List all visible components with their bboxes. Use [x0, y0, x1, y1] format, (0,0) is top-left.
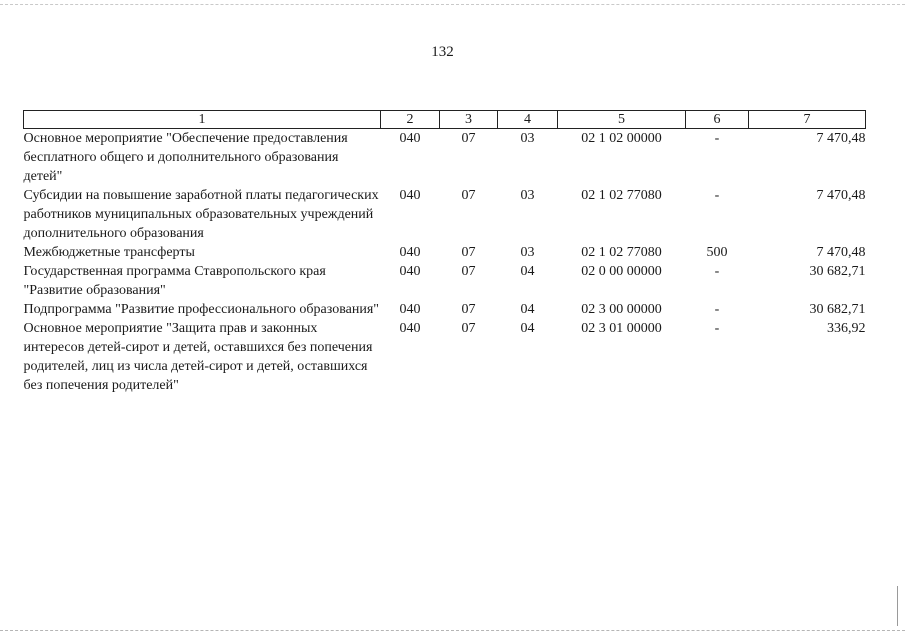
row-amount: 30 682,71 — [809, 264, 866, 279]
row-code-subsection: 04 — [520, 302, 535, 317]
row-code-ministry: 040 — [399, 264, 421, 279]
row-code-subsection: 03 — [520, 245, 535, 260]
row-amount: 30 682,71 — [809, 302, 866, 317]
row-code-ministry: 040 — [399, 131, 421, 146]
row-target-article: 02 1 02 77080 — [581, 188, 662, 203]
header-row — [24, 111, 866, 129]
column-header-7: 7 — [749, 111, 866, 129]
row-name: Подпрограмма "Развитие профессионального образования" — [23, 302, 379, 317]
row-expense-type: - — [714, 264, 720, 279]
row-expense-type: - — [714, 131, 720, 146]
row-amount: 7 470,48 — [816, 245, 866, 260]
row-amount: 336,92 — [827, 321, 866, 336]
row-code-ministry: 040 — [399, 188, 421, 203]
scan-artifact-right-edge — [897, 586, 898, 626]
row-expense-type: 500 — [706, 245, 728, 260]
table-row — [24, 129, 866, 187]
row-name: Основное мероприятие "Защита прав и законных интересов детей-сирот и детей, оставшихся без попечения родителей, лиц из числа детей-сирот и детей, оставшихся без попечения родителей" — [23, 321, 373, 393]
row-expense-type: - — [714, 302, 720, 317]
row-target-article: 02 1 02 00000 — [581, 131, 662, 146]
row-code-ministry: 040 — [399, 245, 421, 260]
row-amount: 7 470,48 — [816, 131, 866, 146]
row-name: Основное мероприятие "Обеспечение предоставления бесплатного общего и дополнительного образования детей" — [23, 131, 348, 184]
row-name: Межбюджетные трансферты — [23, 245, 195, 260]
row-name: Субсидии на повышение заработной платы педагогических работников муниципальных образовательных учреждений дополнительного образования — [23, 188, 379, 241]
row-target-article: 02 0 00 00000 — [581, 264, 662, 279]
budget-table — [23, 110, 866, 395]
row-target-article: 02 3 00 00000 — [581, 302, 662, 317]
column-header-5: 5 — [558, 111, 686, 129]
row-name: Государственная программа Ставропольского края "Развитие образования" — [23, 264, 326, 298]
row-code-ministry: 040 — [399, 321, 421, 336]
scan-artifact-top-edge — [0, 4, 905, 7]
row-code-subsection: 04 — [520, 264, 535, 279]
table-row — [24, 300, 866, 319]
page-number: 132 — [431, 44, 454, 60]
row-amount: 7 470,48 — [816, 188, 866, 203]
row-code-section: 07 — [461, 131, 476, 146]
column-header-4: 4 — [498, 111, 558, 129]
row-expense-type: - — [714, 188, 720, 203]
table-row — [24, 319, 866, 395]
row-code-ministry: 040 — [399, 302, 421, 317]
row-code-section: 07 — [461, 264, 476, 279]
row-target-article: 02 1 02 77080 — [581, 245, 662, 260]
row-expense-type: - — [714, 321, 720, 336]
column-header-6: 6 — [686, 111, 749, 129]
scan-artifact-bottom-edge — [0, 630, 905, 633]
column-header-2: 2 — [381, 111, 440, 129]
table-row — [24, 243, 866, 262]
column-header-3: 3 — [440, 111, 498, 129]
row-code-section: 07 — [461, 245, 476, 260]
table-row — [24, 262, 866, 300]
row-code-section: 07 — [461, 321, 476, 336]
row-code-subsection: 03 — [520, 131, 535, 146]
table-row — [24, 186, 866, 243]
row-target-article: 02 3 01 00000 — [581, 321, 662, 336]
row-code-subsection: 04 — [520, 321, 535, 336]
column-header-1: 1 — [24, 111, 381, 129]
row-code-subsection: 03 — [520, 188, 535, 203]
row-code-section: 07 — [461, 188, 476, 203]
row-code-section: 07 — [461, 302, 476, 317]
